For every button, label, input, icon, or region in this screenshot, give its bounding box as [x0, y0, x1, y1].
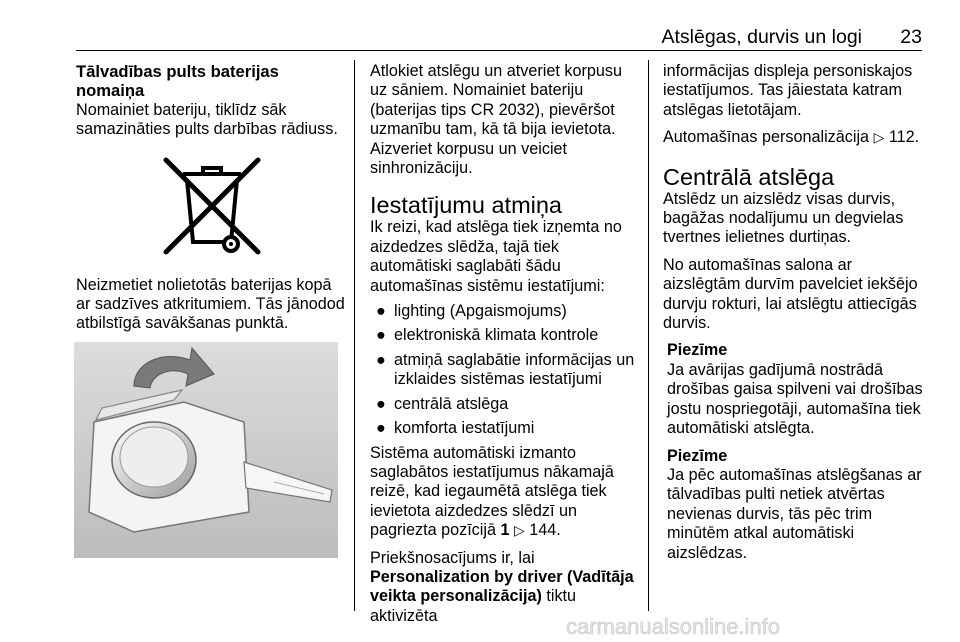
bullet-icon: ● — [376, 302, 386, 321]
bullet-icon: ● — [376, 350, 386, 369]
watermark-logo — [566, 612, 932, 640]
paragraph: No automašīnas salona ar aizslēgtām durvīm pavelciet iekšējo durvju rokturi, lai atslēgtu attiecīgās durvis. — [663, 255, 918, 333]
column-3 — [663, 62, 925, 563]
paragraph: Ik reizi, kad atslēga tiek izņemta no aizdedzes slēdža, tajā tiek automātiski saglabāti šādu automašīnas sistēmu iestatījumi: — [370, 218, 622, 295]
bullet-icon: ● — [376, 394, 386, 413]
paragraph: Neizmetiet nolietotās baterijas kopā ar sadzīves atkritumiem. Tās jānodod atbilstīgā savākšanas punktā. — [76, 275, 345, 333]
paragraph: Sistēma automātiski izmanto saglabātos iestatījumus nākamajā reizē, kad iegaumētā atslēga tiek ievietota aizdedzes slēdzī un pagriezta pozīcijā 1 ▷ 144. — [370, 443, 614, 540]
column-1 — [76, 62, 348, 334]
note-text: Ja pēc automašīnas atslēgšanas ar tālvadības pulti netiek atvērtas nevienas durvis, tās pēc trim minūtēm atkal automātiski aizslēdzas. — [667, 465, 922, 562]
note-title: Piezīme — [667, 446, 728, 465]
note-title: Piezīme — [667, 341, 728, 360]
list-item: ● komforta iestatījumi — [376, 419, 535, 438]
paragraph: Atlokiet atslēgu un atveriet korpusu uz sāniem. Nomainiet bateriju (baterijas tips CR 2032), pievēršot uzmanību tam, kā tā bija ievietota. Aizveriet korpusu un veiciet sinhronizāciju. — [370, 62, 622, 178]
note-text: Ja avārijas gadījumā nostrādā drošības gaisa spilveni vai drošības jostu nospriegotāji, automašīna tiek automātiski atslēgta. — [667, 360, 923, 438]
list-item: ● centrālā atslēga — [376, 394, 509, 413]
list-item: ● atmiņā saglabātie informācijas un izklaides sistēmas iestatījumi — [376, 350, 635, 389]
paragraph: informācijas displeja personiskajos iestatījumos. Tas jāiestata katram atslēgas lietotājam. — [663, 62, 913, 119]
bullet-icon: ● — [376, 419, 386, 438]
page-ref-link[interactable]: 144. — [529, 521, 561, 540]
section-heading-memory: Iestatījumu atmiņa — [370, 192, 563, 219]
column-2 — [370, 62, 638, 626]
bullet-icon: ● — [376, 326, 386, 345]
svg-text:carmanualsonline.info: carmanualsonline.info — [566, 614, 781, 639]
section-heading-battery: Tālvadības pults baterijas nomaiņa — [76, 62, 279, 101]
page-ref-icon: ▷ — [514, 522, 525, 539]
page-header — [76, 26, 922, 48]
page-number: 23 — [900, 26, 922, 48]
list-item: ● elektroniskā klimata kontrole — [376, 326, 599, 345]
column-divider-2 — [648, 60, 649, 611]
page-ref-link[interactable]: 112. — [888, 128, 920, 147]
paragraph: Automašīnas personalizācija ▷ 112. — [663, 128, 920, 147]
note-box — [663, 341, 925, 562]
column-divider-1 — [354, 60, 355, 611]
paragraph: Atslēdz un aizslēdz visas durvis, bagāžas nodalījumu un degvielas tvertnes ielietnes durtiņas. — [663, 189, 904, 247]
key-battery-illustration — [74, 342, 338, 558]
page-ref-icon: ▷ — [873, 129, 885, 146]
section-heading-central-lock: Centrālā atslēga — [663, 163, 835, 190]
header-rule — [76, 50, 922, 51]
settings-list — [370, 302, 638, 438]
paragraph: Priekšnosacījums ir, lai Personalization by driver (Vadītāja veikta personalizācija) tiktu aktivizēta — [370, 548, 634, 625]
paragraph: Nomainiet bateriju, tiklīdz sāk samazināties pults darbības rādiuss. — [76, 100, 338, 139]
crossed-bin-icon — [156, 156, 268, 256]
list-item: ● lighting (Apgaismojums) — [376, 302, 567, 321]
header-title: Atslēgas, durvis un logi — [661, 26, 862, 48]
